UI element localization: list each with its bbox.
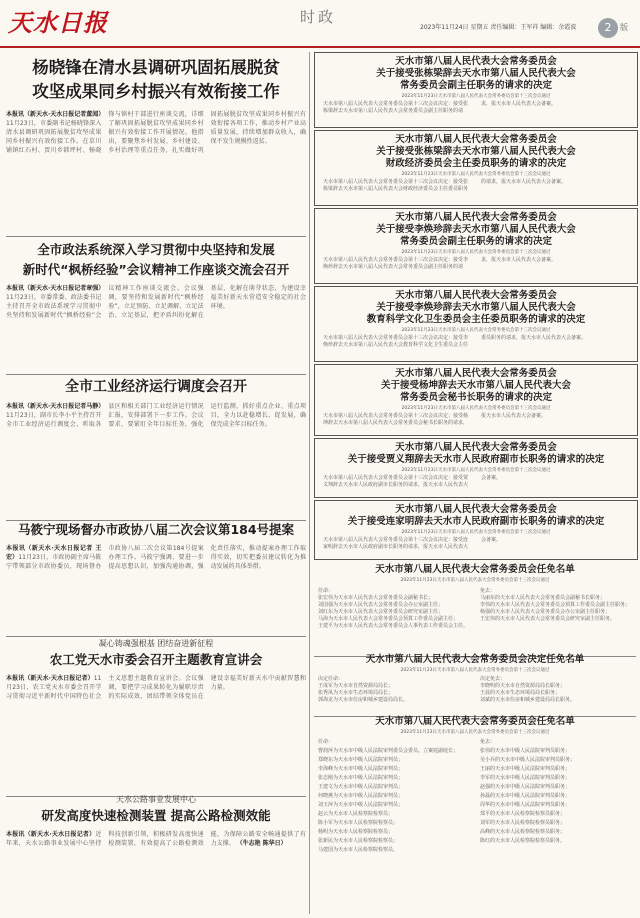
article-6 [6, 794, 306, 914]
appoint-item: 陈小军为天水市人民检察院检察员； [318, 820, 399, 826]
article-4-title: 马筱宁现场督办市政协八届二次会议第184号提案 [17, 522, 295, 537]
remove-item: 周华的天水市中级人民法院审判员职务； [480, 802, 571, 808]
article-3 [6, 374, 306, 484]
decision-1-passed: 2023年11月23日天水市第八届人民代表大会常务委员会第十三次会议通过 [401, 94, 551, 99]
appoint-item: 郑晓东为天水市中级人民法院审判员； [318, 757, 404, 763]
article-4 [6, 518, 306, 630]
remove-heading: 免去： [480, 588, 496, 594]
appointment-list-1-passed: 2023年11月23日天水市第八届人民代表大会常务委员会第十三次会议通过 [400, 578, 550, 583]
article-6-lead: 本报讯（新天水·天水日报记者） [6, 831, 96, 838]
decision-3-body: 天水市第八届人民代表大会常务委员会第十三次会议决定：接受李焕珍辞去天水市第八届人民代表大会常务委员会副主任职务的请求，报天水市人民代表大会备案。 [323, 257, 557, 270]
remove-item: 刘军的天水市人民检察院检察员职务； [480, 820, 566, 826]
article-2-title-line2: 新时代“枫桥经验”会议精神工作座谈交流会召开 [22, 262, 290, 277]
decision-5-body: 天水市第八届人民代表大会常务委员会第十三次会议决定：接受杨坤辞去天水市第八届人民代表大会常务委员会秘书长职务的请求，报天水市人民代表大会备案。 [323, 413, 547, 426]
appoint-item: 马海为天水市人民代表大会常务委员会预算工作委员会副主任； [318, 616, 459, 622]
decision-5-title-3: 常务委员会秘书长职务的请求的决定 [399, 392, 552, 403]
decision-6-body: 天水市第八届人民代表大会常务委员会第十三次会议决定：接受贾义翔辞去天水市人民政府副市长职务的请求，报天水市人民代表大会备案。 [323, 475, 502, 488]
article-6-text: 近年来，天水公路事业发展中心坚持科技创新引领，积极研发高度快速检测装置，有效提高了公路检测效能，为保障公路安全畅通提供了有力支撑。 [6, 831, 306, 847]
article-3-title: 全市工业经济运行调度会召开 [65, 379, 247, 395]
appoint-item: 何晓燕为天水市中级人民法院审判员； [318, 793, 404, 799]
appointment-list-3 [314, 716, 636, 912]
decision-4-passed: 2023年11月23日天水市第八届人民代表大会常务委员会第十三次会议通过 [401, 328, 551, 333]
article-5 [6, 638, 306, 778]
article-6-body [6, 830, 306, 904]
appointment-list-2 [314, 654, 636, 714]
article-1-title-line2: 攻坚成果同乡村振兴有效衔接工作 [32, 82, 280, 101]
decision-6-title-2: 关于接受贾义翔辞去天水市人民政府副市长职务的请求的决定 [347, 454, 605, 465]
decision-4-title-1: 天水市第八届人民代表大会常务委员会 [395, 290, 557, 301]
remove-item: 王晨的天水市生态环境局局长职务； [480, 690, 561, 696]
remove-item: 刘斌的天水市住房和城乡建设局局长职务。 [480, 697, 576, 703]
remove-item: 李晓明的天水市自然资源局局长职务； [480, 683, 566, 689]
decision-7-passed: 2023年11月23日天水市第八届人民代表大会常务委员会第十三次会议通过 [401, 530, 551, 535]
decision-2-title-1: 天水市第八届人民代表大会常务委员会 [395, 134, 557, 145]
appoint-item: 刘红东为天水市人民代表大会常务委员会研究室副主任； [318, 609, 444, 615]
appointment-list-1-appoint [318, 588, 468, 630]
article-3-lead: 本报讯（新天水·天水日报记者马静） [6, 403, 105, 410]
decision-6-passed: 2023年11月23日天水市第八届人民代表大会常务委员会第十三次会议通过 [401, 468, 551, 473]
remove-item: 王丽的天水市中级人民法院审判员职务； [480, 766, 571, 772]
decision-6 [314, 438, 638, 498]
article-2-body [6, 284, 306, 366]
decision-4-body: 天水市第八届人民代表大会常务委员会第十三次会议决定：接受李焕珍辞去天水市第八届人民代表大会教育科学文化卫生委员会主任委员职务的请求，报天水市人民代表大会备案。 [323, 335, 587, 348]
appoint-heading: 任命： [318, 739, 334, 745]
article-4-body [6, 544, 306, 626]
decision-6-title-1: 天水市第八届人民代表大会常务委员会 [395, 442, 557, 453]
article-4-text: 11月23日，市政协副主席马筱宁带领部分市政协委员，现场督办市政协八届二次会议第184号提案办理工作。马筱宁强调，要进一步提高思想认识，加强沟通协调，强化责任落实，推动提案办理工作取得实效，切实把委员建议转化为推动发展的具体举措。 [6, 545, 306, 570]
decision-7-title-1: 天水市第八届人民代表大会常务委员会 [395, 504, 557, 515]
remove-item: 李伟的天水市人民代表大会常务委员会预算工作委员会副主任职务； [480, 602, 631, 608]
divider [6, 636, 306, 637]
decision-7-body: 天水市第八届人民代表大会常务委员会第十三次会议决定：接受连家明辞去天水市人民政府副市长职务的请求，报天水市人民代表大会备案。 [323, 537, 502, 550]
appointment-list-2-title: 天水市第八届人民代表大会常务委员会决定任免名单 [365, 654, 585, 665]
article-1-title-line1: 杨晓锋在清水县调研巩固拓展脱贫 [32, 58, 280, 77]
decision-5 [314, 364, 638, 436]
decision-2-body: 天水市第八届人民代表大会常务委员会第十三次会议决定：接受张栋梁辞去天水市第八届人民代表大会财政经济委员会主任委员职务的请求，报天水市人民代表大会备案。 [323, 179, 567, 192]
article-1-lead: 本报讯（新天水·天水日报记者董闻） [6, 111, 105, 118]
decision-3 [314, 208, 638, 284]
article-5-text: 11月23日，农工党天水市委会召开学习贯彻习近平新时代中国特色社会主义思想主题教育宣讲会。会议强调，要把学习成果转化为履职尽责的实际成效，团结带领全体党员在建设幸福美好新天水中贡献智慧和力量。 [6, 675, 306, 700]
section-title: 时政 [300, 8, 337, 26]
decision-2-title-2: 关于接受张栋梁辞去天水市第八届人民代表大会 [376, 146, 576, 157]
article-1 [6, 56, 306, 228]
article-4-lead: 本报讯（新天水·天水日报记者 王宏） [6, 545, 102, 561]
appointment-list-3-appoint [318, 738, 468, 855]
appoint-item: 刘玉萍为天水市中级人民法院审判员； [318, 802, 404, 808]
appointment-list-3-passed: 2023年11月23日天水市第八届人民代表大会常务委员会第十三次会议通过 [400, 730, 550, 735]
article-3-text: 11月23日，副市长李小平主持召开全市工业经济运行调度会，听取各县区和相关部门工业经济运行情况汇报，安排部署下一步工作。会议要求，要紧盯全年目标任务，强化运行监测，抓好重点企业、重点项目，全力以赴稳增长、促发展，确保完成全年目标任务。 [6, 403, 306, 428]
article-2-title-line1: 全市政法系统深入学习贯彻中央坚持和发展 [37, 242, 275, 257]
article-6-byline: （牛志艳 陈华日） [236, 840, 287, 847]
appointment-list-1 [314, 564, 636, 654]
decision-1 [314, 52, 638, 128]
appointment-list-1-remove [480, 588, 630, 623]
appointment-list-2-appoint [318, 676, 468, 704]
appoint-item: 张新民为天水市人民检察院检察员； [318, 838, 399, 844]
page-label: 版 [620, 23, 628, 32]
decision-4-title-3: 教育科学文化卫生委员会主任委员职务的请求的决定 [366, 314, 586, 325]
appoint-item: 李海峰为天水市中级人民法院审判员； [318, 766, 404, 772]
article-6-kicker: 天水公路事业发展中心 [116, 795, 196, 804]
remove-item: 郑平的天水市人民检察院检察员职务； [480, 811, 566, 817]
remove-item: 陈红的天水市人民检察院检察员职务。 [480, 838, 566, 844]
remove-item: 李军的天水市中级人民法院审判员职务； [480, 775, 571, 781]
decision-1-title-3: 常务委员会副主任职务的请求的决定 [399, 80, 552, 91]
decision-3-title-2: 关于接受李焕珍辞去天水市第八届人民代表大会 [376, 224, 576, 235]
appointment-list-2-remove [480, 676, 630, 704]
decision-3-title-1: 天水市第八届人民代表大会常务委员会 [395, 212, 557, 223]
page-number-badge: 2 [598, 18, 618, 38]
decision-5-passed: 2023年11月23日天水市第八届人民代表大会常务委员会第十三次会议通过 [401, 406, 551, 411]
article-5-kicker: 凝心铸魂强根基 团结奋进新征程 [98, 639, 214, 648]
decision-1-title-2: 关于接受张栋梁辞去天水市第八届人民代表大会 [376, 68, 576, 79]
article-5-title: 农工党天水市委会召开主题教育宣讲会 [49, 652, 263, 667]
remove-item: 马丽东的天水市人民代表大会常务委员会副秘书长职务； [480, 595, 606, 601]
decision-7 [314, 500, 638, 560]
decision-2-title-3: 财政经济委员会主任委员职务的请求的决定 [385, 158, 567, 169]
appoint-item: 马建国为天水市人民检察院检察员。 [318, 847, 399, 853]
appoint-item: 刘国强为天水市人民代表大会常务委员会办公室副主任； [318, 602, 444, 608]
article-5-lead: 本报讯（新天水·天水日报记者） [6, 675, 94, 682]
remove-item: 王宏伟的天水市人民代表大会常务委员会研究室副主任职务。 [480, 616, 616, 622]
decision-5-title-2: 关于接受杨坤辞去天水市第八届人民代表大会 [380, 380, 571, 391]
decision-2 [314, 130, 638, 206]
appointment-list-1-title: 天水市第八届人民代表大会常务委员会任免名单 [375, 564, 575, 575]
appoint-item: 杨明为天水市人民检察院检察员； [318, 829, 394, 835]
appoint-item: 张志刚为天水市中级人民法院审判员； [318, 775, 404, 781]
divider [6, 236, 306, 237]
appoint-heading: 任命： [318, 588, 334, 594]
decision-3-title-3: 常务委员会副主任职务的请求的决定 [399, 236, 552, 247]
appointment-list-2-passed: 2023年11月23日天水市第八届人民代表大会常务委员会第十三次会议通过 [400, 668, 550, 673]
decision-2-passed: 2023年11月23日天水市第八届人民代表大会常务委员会第十三次会议通过 [401, 172, 551, 177]
decision-7-title-2: 关于接受连家明辞去天水市人民政府副市长职务的请求的决定 [347, 516, 605, 527]
appoint-heading: 决定任命： [318, 676, 344, 682]
article-2 [6, 240, 306, 370]
article-3-body [6, 402, 306, 480]
remove-item: 吴小兵的天水市中级人民法院审判员职务； [480, 757, 576, 763]
decision-5-title-1: 天水市第八届人民代表大会常务委员会 [395, 368, 557, 379]
remove-item: 张伟的天水市中级人民法院审判员职务； [480, 748, 571, 754]
article-1-body [6, 110, 306, 220]
appoint-item: 曹润萍为天水市中级人民法院审判委员会委员、立案庭副庭长； [318, 748, 459, 754]
appoint-item: 王建平为天水市人民代表大会常务委员会人事代表工作委员会主任。 [318, 623, 469, 629]
article-1-text: 11月23日，市委副书记杨晓锋深入清水县调研巩固拓展脱贫攻坚成果同乡村振兴有效衔接工作。在草川铺镇红石村、贾川乡韩坪村、杨晓锋与镇村干部进行座谈交流，详细了解巩固拓展脱贫攻坚成果同乡村振兴有效衔接工作开展情况。他指出，要聚焦乡村发展、乡村建设、乡村治理等重点任务，扎实做好巩固拓展脱贫攻坚成果同乡村振兴有效衔接各项工作，推动乡村产业高质量发展，持续增加群众收入，确保不发生规模性返贫。 [6, 111, 306, 154]
decision-4-title-2: 关于接受李焕珍辞去天水市第八届人民代表大会 [376, 302, 576, 313]
article-2-text: 11月23日，市委常委、政法委书记主持召开全市政法系统学习贯彻中央坚持和发展新时代“枫桥经验”会议精神工作座谈交流会。会议强调，要坚持和发展新时代“枫桥经验”，立足预防、立足调解、立足法治、立足基层，把矛盾纠纷化解在基层、化解在萌芽状态，为建设幸福美好新天水营造安全稳定的社会环境。 [6, 285, 306, 319]
appoint-item: 张秀凤为天水市生态环境局局长； [318, 690, 394, 696]
remove-item: 孙磊的天水市中级人民法院审判员职务； [480, 793, 571, 799]
appointment-list-3-title: 天水市第八届人民代表大会常务委员会任免名单 [375, 716, 575, 727]
decision-3-passed: 2023年11月23日天水市第八届人民代表大会常务委员会第十三次会议通过 [401, 250, 551, 255]
appoint-item: 王成军为天水市自然资源局局长； [318, 683, 394, 689]
issue-meta: 2023年11月24日 星期五 责任编辑：王军祥 编辑：余霞波 [420, 24, 577, 31]
remove-item: 杨强的天水市人民代表大会常务委员会办公室副主任职务； [480, 609, 611, 615]
appoint-item: 张宏伟为天水市人民代表大会常务委员会副秘书长； [318, 595, 434, 601]
decision-1-body: 天水市第八届人民代表大会常务委员会第十三次会议决定：接受张栋梁辞去天水市第八届人民代表大会常务委员会副主任职务的请求，报天水市人民代表大会备案。 [323, 101, 557, 114]
remove-item: 赵强的天水市中级人民法院审判员职务； [480, 784, 571, 790]
column-divider [309, 52, 310, 914]
remove-item: 高峰的天水市人民检察院检察员职务； [480, 829, 566, 835]
remove-heading: 决定免去： [480, 676, 506, 682]
article-6-title: 研发高度快速检测装置 提高公路检测效能 [41, 808, 271, 823]
appoint-item: 赵云为天水市人民检察院检察员； [318, 811, 394, 817]
appoint-item: 郭海龙为天水市住房和城乡建设局局长。 [318, 697, 409, 703]
decision-1-title-1: 天水市第八届人民代表大会常务委员会 [395, 56, 557, 67]
article-2-lead: 本报讯（新天水·天水日报记者章强） [6, 285, 105, 292]
masthead [0, 0, 640, 48]
newspaper-logo: 天水日报 [8, 8, 108, 37]
remove-heading: 免去： [480, 739, 496, 745]
article-5-body [6, 674, 306, 760]
decision-4 [314, 286, 638, 362]
appointment-list-3-remove [480, 738, 630, 846]
appoint-item: 王建文为天水市中级人民法院审判员； [318, 784, 404, 790]
